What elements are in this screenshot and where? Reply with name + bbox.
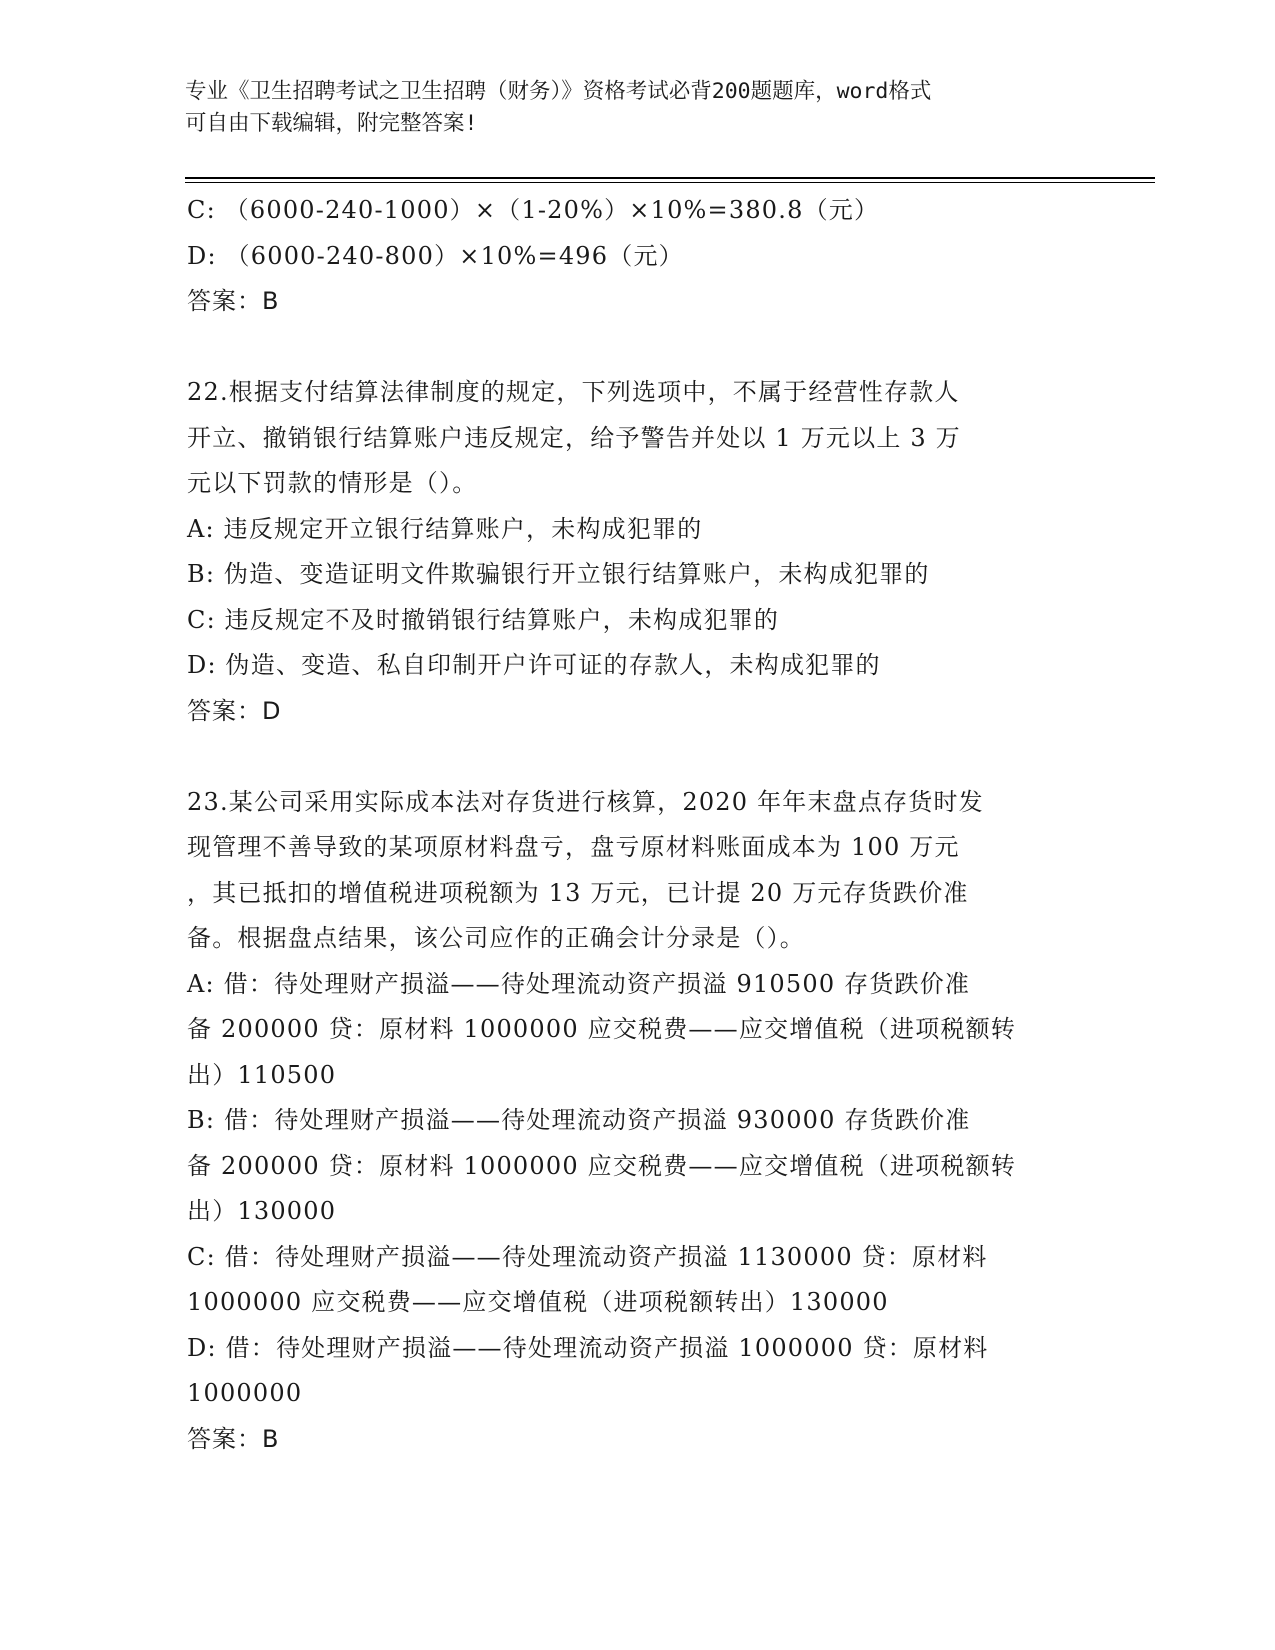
option-a-line: A: 借：待处理财产损溢——待处理流动资产损溢 910500 存货跌价准 [187,969,971,998]
question-stem-line: 22.根据支付结算法律制度的规定，下列选项中，不属于经营性存款人 [187,378,960,406]
question-stem-line: 备。根据盘点结果，该公司应作的正确会计分录是（）。 [187,924,805,952]
option-c: C: （6000-240-1000）×（1-20%）×10%=380.8（元） [187,196,880,224]
option-a: A: 违反规定开立银行结算账户，未构成犯罪的 [187,514,703,543]
option-c: C: 违反规定不及时撤销银行结算账户，未构成犯罪的 [187,605,780,634]
option-b-line: 出）130000 [187,1197,337,1225]
option-b-line: 备 200000 贷：原材料 1000000 应交税费——应交增值税（进项税额转 [187,1151,1017,1180]
option-b: B: 伪造、变造证明文件欺骗银行开立银行结算账户，未构成犯罪的 [187,560,930,588]
option-d-line: 1000000 [187,1379,303,1407]
option-c-line: C: 借：待处理财产损溢——待处理流动资产损溢 1130000 贷：原材料 [187,1242,988,1271]
header-divider-thin [185,182,1155,183]
option-a-line: 备 200000 贷：原材料 1000000 应交税费——应交增值税（进项税额转 [187,1015,1017,1043]
option-c-line: 1000000 应交税费——应交增值税（进项税额转出）130000 [187,1288,889,1316]
question-stem-line: 元以下罚款的情形是（）。 [187,469,478,497]
question-stem-line: 23.某公司采用实际成本法对存货进行核算，2020 年年末盘点存货时发 [187,787,984,816]
question-stem-line: ，其已抵扣的增值税进项税额为 13 万元，已计提 20 万元存货跌价准 [187,878,969,907]
option-d: D: 伪造、变造、私自印制开户许可证的存款人，未构成犯罪的 [187,651,881,679]
question-22 [187,370,1087,734]
spacer [187,734,1087,780]
question-stem-line: 开立、撤销银行结算账户违反规定，给予警告并处以 1 万元以上 3 万 [187,423,961,452]
answer-line: 答案：D [187,696,282,725]
header-title-line-1: 专业《卫生招聘考试之卫生招聘（财务）》资格考试必背200题题库，word格式 [185,79,932,104]
option-d-line: D: 借：待处理财产损溢——待处理流动资产损溢 1000000 贷：原材料 [187,1333,989,1362]
question-stem-line: 现管理不善导致的某项原材料盘亏，盘亏原材料账面成本为 100 万元 [187,833,960,861]
question-23 [187,780,1087,1463]
answer-line: 答案：B [187,1424,280,1453]
option-a-line: 出）110500 [187,1060,337,1089]
option-d: D: （6000-240-800）×10%=496（元） [187,241,684,270]
question-21-tail [187,188,1087,325]
spacer [187,325,1087,371]
header-divider-thick [185,177,1155,179]
header-title-line-2: 可自由下载编辑，附完整答案! [185,111,478,136]
option-b-line: B: 借：待处理财产损溢——待处理流动资产损溢 930000 存货跌价准 [187,1106,971,1134]
answer-line: 答案：B [187,287,280,315]
document-body [187,188,1087,1462]
document-header [185,76,1065,140]
